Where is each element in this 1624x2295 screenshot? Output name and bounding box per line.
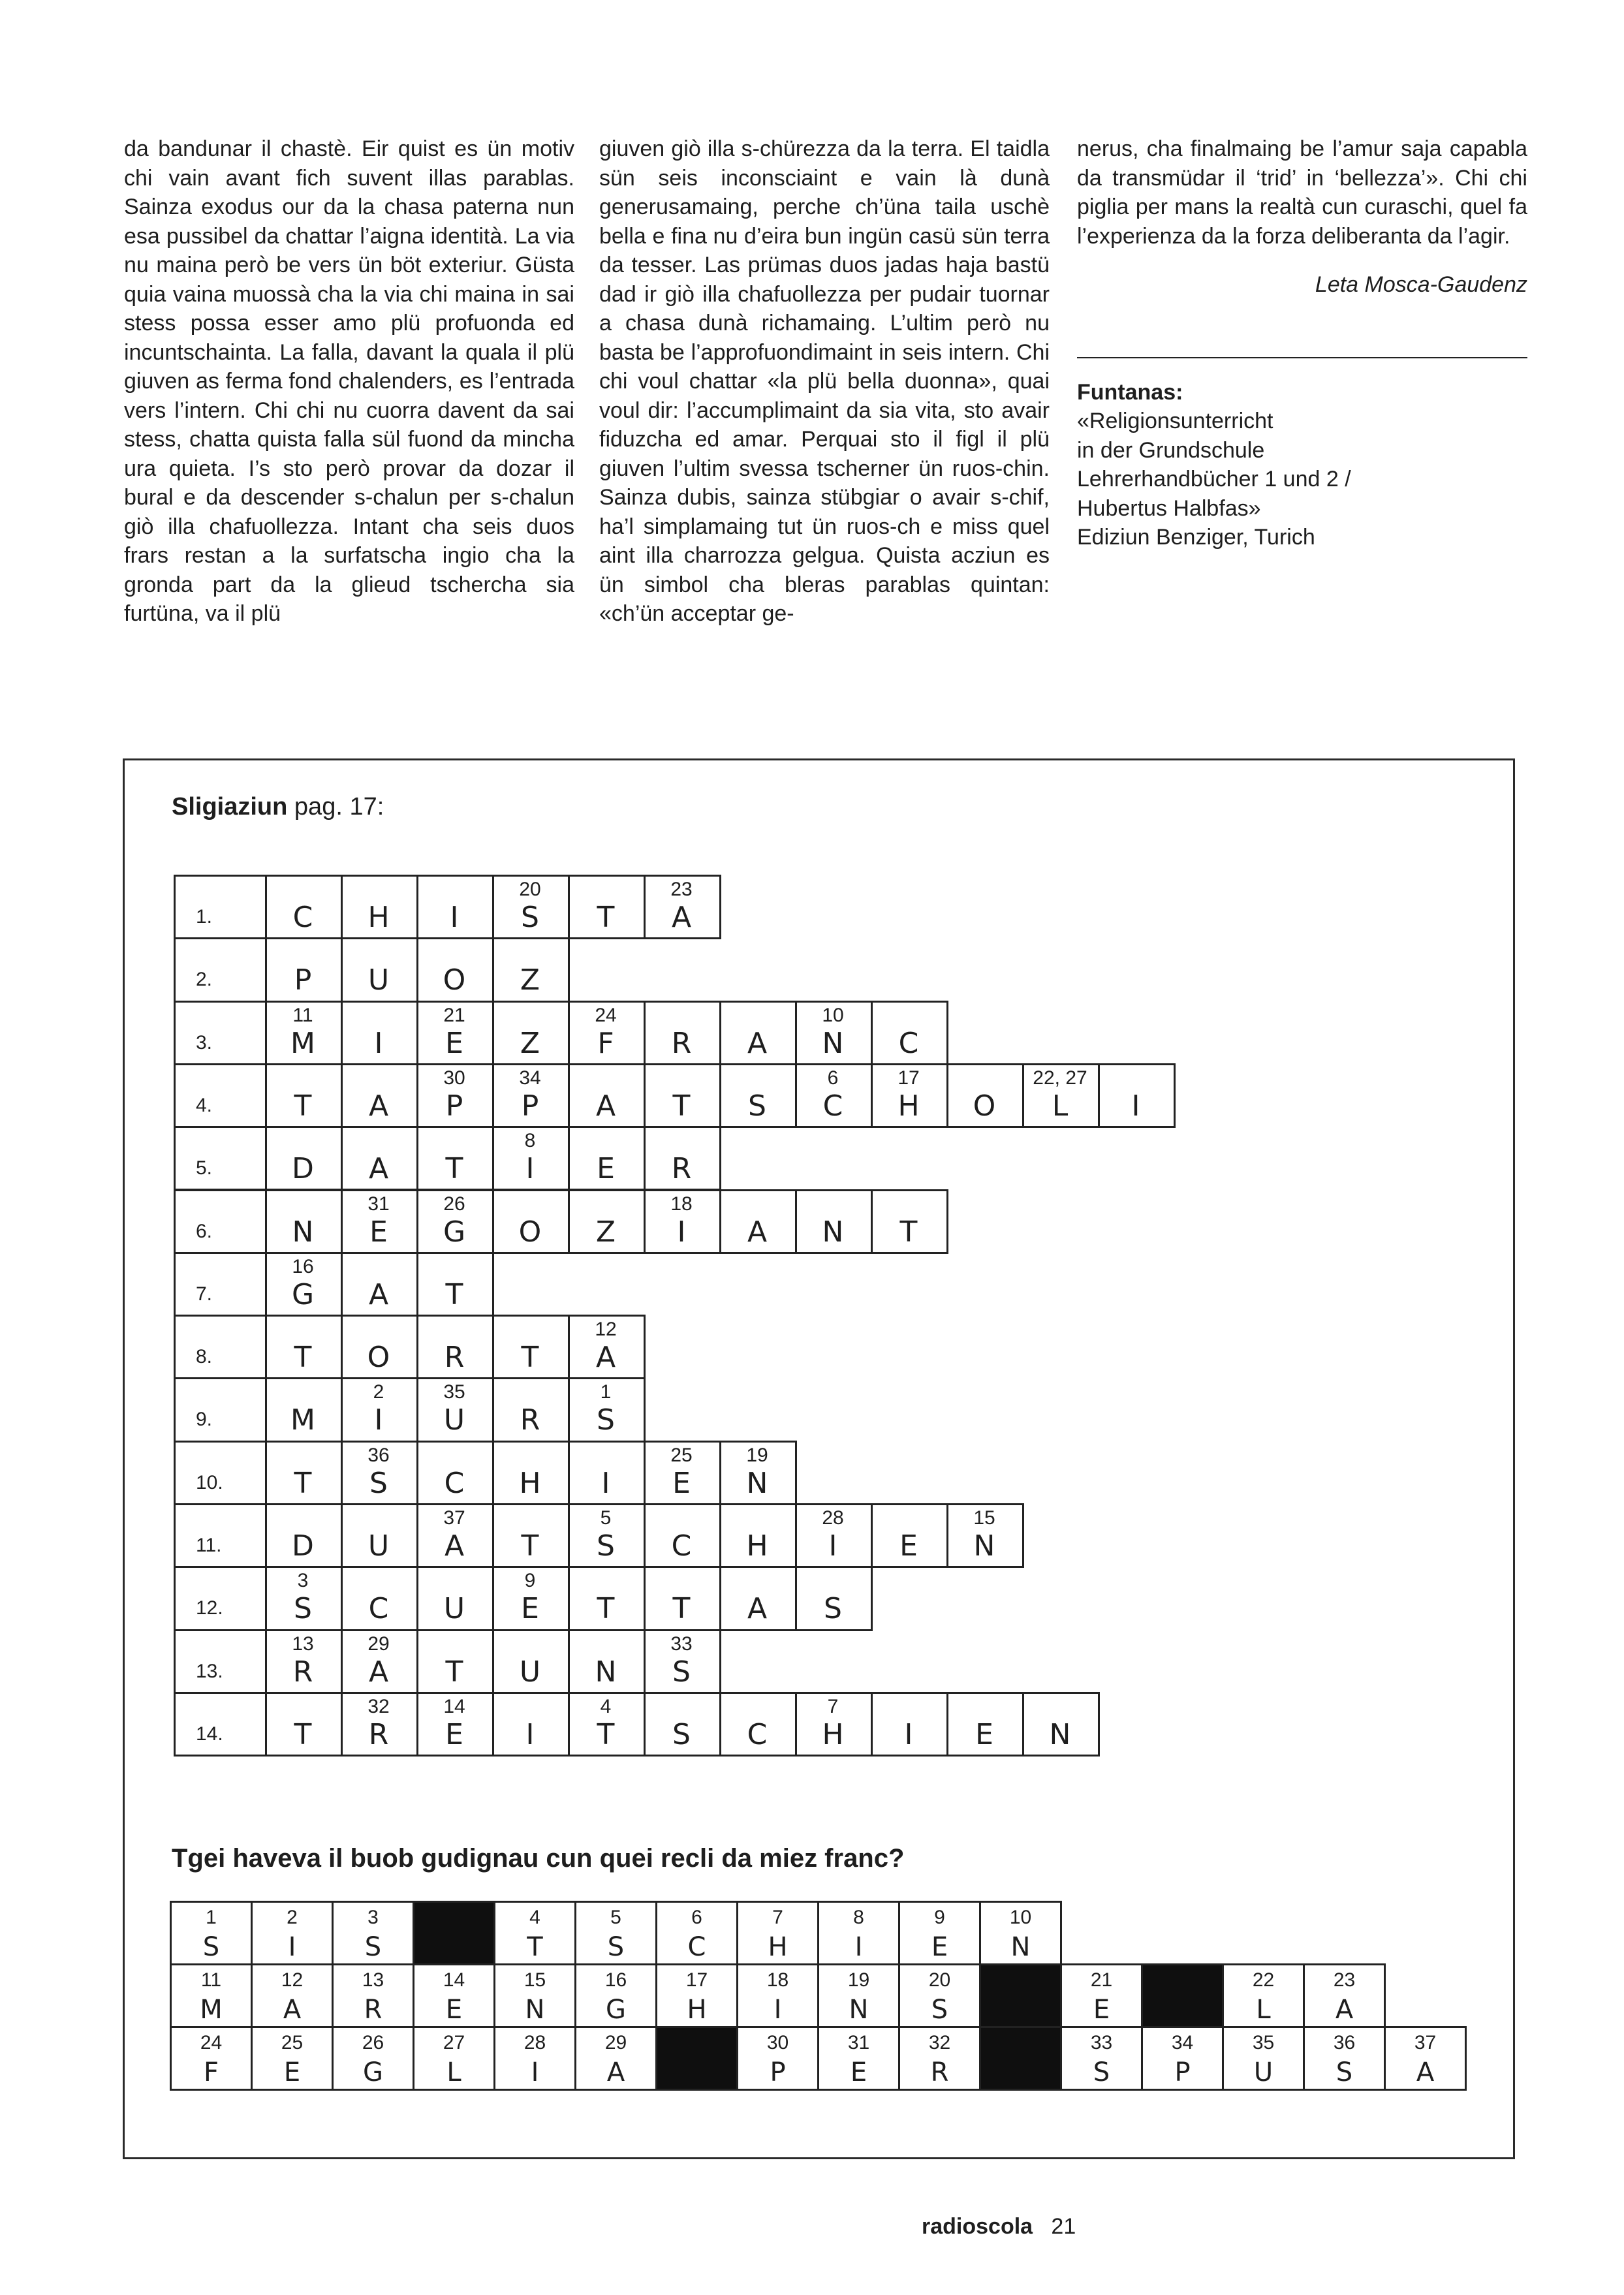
source-line: «Religionsunterricht xyxy=(1077,409,1273,433)
answer-cell xyxy=(493,1963,576,2028)
cell-letter: T xyxy=(521,1529,539,1563)
cell-number: 24 xyxy=(595,1004,617,1026)
cell-number: 13 xyxy=(362,1969,384,1991)
cell-letter: T xyxy=(445,1152,463,1186)
cell-letter: I xyxy=(828,1529,837,1563)
cell-letter: C xyxy=(687,1932,706,1962)
cell-letter: A xyxy=(368,1089,389,1123)
cell-letter: S xyxy=(748,1089,766,1123)
cell-number: 14 xyxy=(443,1969,465,1991)
article-paragraph: da bandunar il chastè. Eir quist es ün motiv chi vain avant fich suvent illas parablas. Sainza exodus our da la chasa paterna nun esa pussibel da chattar l’aigna identità. La via nu maina però be vers ün böt exteriur. Güsta quia vaina muossà cha la via chi maina in sai stess possa esser amo plü profuonda ed incuntschainta. La falla, davant la quala il plü giuven as ferma fond chalenders, es l’entrada vers l’intern. Chi chi nu cuorra davent da sai stess, chatta quista falla sül fuond da mincha ura quieta. I’s sto però provar da dozar il bural e da descender s-chalun per s-chalun giò illa chafuollezza. Intant cha seis duos frars restan a la surfatscha ingio cha la gronda part da la glieud tschercha sia furtüna, va il plü xyxy=(124,136,574,626)
cell-letter: I xyxy=(773,1995,782,2025)
answer-cell xyxy=(1303,2026,1386,2091)
answer-cell xyxy=(413,1963,495,2028)
cell-letter: I xyxy=(450,901,459,934)
cell-letter: E xyxy=(597,1152,615,1186)
article-paragraph: nerus, cha finalmaing be l’amur saja capabla da transmüdar il ‘trid’ in ‘bellezza’». Chi chi piglia per mans la realtà cun curaschi, quel fa l’experienza da la forza deliberanta da l’agir. xyxy=(1077,136,1527,249)
cell-number: 15 xyxy=(523,1969,546,1991)
cell-number: 12 xyxy=(595,1319,617,1341)
cell-letter: I xyxy=(374,1026,383,1060)
cell-number: 2 xyxy=(287,1907,298,1928)
cell-letter: A xyxy=(747,1026,768,1060)
answer-cell xyxy=(817,1901,900,1965)
cell-letter: E xyxy=(1093,1995,1110,2025)
cell-number: 10 xyxy=(822,1004,844,1026)
cell-letter: Z xyxy=(520,1026,540,1060)
cell-letter: N xyxy=(292,1215,314,1249)
cell-letter: I xyxy=(525,1152,535,1186)
answer-cell xyxy=(1384,2026,1467,2091)
cell-number: 18 xyxy=(670,1193,693,1215)
cell-letter: G xyxy=(443,1215,466,1249)
cell-number: 11 xyxy=(292,1004,313,1026)
cell-letter: S xyxy=(597,1529,615,1563)
cell-number: 28 xyxy=(822,1507,844,1529)
cell-letter: A xyxy=(595,1089,616,1123)
cell-letter: T xyxy=(527,1932,543,1962)
cell-letter: A xyxy=(1335,1995,1354,2025)
cell-letter: R xyxy=(671,1152,692,1186)
cell-number: 21 xyxy=(1090,1969,1113,1991)
cell-letter: I xyxy=(601,1466,610,1500)
cell-number: 3 xyxy=(297,1570,309,1592)
cell-letter: S xyxy=(672,1655,691,1689)
cell-letter: A xyxy=(747,1592,768,1626)
answer-cell xyxy=(898,2026,981,2091)
cell-number: 16 xyxy=(292,1255,314,1277)
answer-cell xyxy=(493,1901,576,1965)
cell-letter: S xyxy=(607,1932,625,1962)
cell-letter: E xyxy=(899,1529,918,1563)
cell-number: 25 xyxy=(670,1444,693,1466)
cell-number: 30 xyxy=(443,1067,465,1089)
question-title: Tgei haveva il buob gudignau cun quei recli da miez franc? xyxy=(172,1844,905,1873)
cell-number: 37 xyxy=(1414,2032,1437,2053)
answer-cell xyxy=(251,1901,334,1965)
crossword-row-number: 3. xyxy=(196,1031,213,1054)
crossword-row-header xyxy=(174,1189,267,1254)
cell-letter: C xyxy=(671,1529,692,1563)
cell-number: 22 xyxy=(1252,1969,1275,1991)
crossword-row-number: 11. xyxy=(196,1535,222,1556)
answer-cell xyxy=(1060,2026,1143,2091)
cell-number: 33 xyxy=(670,1632,693,1655)
cell-number: 11 xyxy=(200,1969,222,1991)
cell-letter: U xyxy=(519,1655,541,1689)
cell-letter: D xyxy=(292,1529,314,1563)
cell-number: 37 xyxy=(443,1507,465,1529)
cell-letter: S xyxy=(202,1932,220,1962)
cell-number: 3 xyxy=(367,1907,379,1928)
cell-letter: A xyxy=(368,1277,389,1311)
cell-letter: N xyxy=(849,1995,869,2025)
cell-letter: S xyxy=(672,1717,691,1751)
cell-number: 29 xyxy=(604,2032,627,2053)
cell-letter: G xyxy=(363,2057,383,2087)
answer-cell xyxy=(332,2026,414,2091)
cell-letter: F xyxy=(597,1026,614,1060)
cell-number: 26 xyxy=(443,1193,465,1215)
cell-letter: I xyxy=(374,1403,383,1437)
cell-letter: S xyxy=(294,1592,312,1626)
cell-letter: O xyxy=(518,1215,542,1249)
answer-cell xyxy=(574,1963,657,2028)
answer-cell xyxy=(736,1963,819,2028)
crossword-row-number: 9. xyxy=(196,1409,213,1431)
cell-number: 36 xyxy=(367,1444,390,1466)
answer-cell xyxy=(170,2026,253,2091)
sources-heading: Funtanas: xyxy=(1077,379,1183,405)
cell-letter: H xyxy=(687,1995,707,2025)
cell-letter: R xyxy=(444,1341,465,1375)
cell-number: 29 xyxy=(367,1632,390,1655)
cell-letter: P xyxy=(294,963,312,997)
cell-letter: E xyxy=(521,1592,539,1626)
cell-number: 10 xyxy=(1009,1907,1032,1928)
cell-letter: C xyxy=(292,901,313,934)
crossword-row-header xyxy=(174,1001,267,1065)
cell-letter: F xyxy=(203,2057,219,2087)
cell-letter: D xyxy=(292,1152,314,1186)
cell-number: 13 xyxy=(292,1632,314,1655)
cell-letter: N xyxy=(525,1995,545,2025)
cell-letter: S xyxy=(521,901,539,934)
cell-letter: T xyxy=(294,1089,312,1123)
crossword-row-number: 5. xyxy=(196,1157,213,1179)
cell-letter: A xyxy=(747,1215,768,1249)
crossword-row-number: 2. xyxy=(196,969,213,991)
cell-letter: Z xyxy=(595,1215,616,1249)
crossword-row-number: 8. xyxy=(196,1346,213,1368)
cell-number: 32 xyxy=(928,2032,951,2053)
answer-cell xyxy=(817,1963,900,2028)
cell-letter: C xyxy=(822,1089,843,1123)
cell-letter: C xyxy=(368,1592,389,1626)
cell-letter: T xyxy=(672,1592,691,1626)
cell-number: 31 xyxy=(367,1193,390,1215)
cell-number: 34 xyxy=(519,1067,541,1089)
cell-number: 4 xyxy=(600,1695,612,1717)
cell-letter: U xyxy=(443,1403,465,1437)
cell-letter: T xyxy=(294,1717,312,1751)
solution-label: Sligiaziun xyxy=(172,793,288,820)
cell-letter: C xyxy=(444,1466,465,1500)
cell-letter: R xyxy=(368,1717,389,1751)
answer-cell xyxy=(898,1901,981,1965)
cell-letter: G xyxy=(606,1995,626,2025)
cell-letter: M xyxy=(290,1026,315,1060)
cell-number: 26 xyxy=(362,2032,384,2053)
blocked-cell xyxy=(655,2026,738,2091)
cell-number: 9 xyxy=(934,1907,945,1928)
cell-letter: P xyxy=(770,2057,786,2087)
answer-cell xyxy=(493,2026,576,2091)
cell-letter: G xyxy=(291,1277,315,1311)
cell-letter: S xyxy=(824,1592,842,1626)
cell-letter: M xyxy=(200,1995,223,2025)
cell-letter: E xyxy=(445,1995,463,2025)
cell-letter: S xyxy=(1093,2057,1110,2087)
cell-letter: A xyxy=(595,1341,616,1375)
cell-number: 2 xyxy=(373,1381,384,1403)
cell-letter: R xyxy=(364,1995,383,2025)
answer-cell xyxy=(574,1901,657,1965)
cell-letter: H xyxy=(367,901,390,934)
cell-letter: O xyxy=(973,1089,996,1123)
cell-letter: A xyxy=(368,1152,389,1186)
cell-number: 6 xyxy=(827,1067,839,1089)
cell-number: 7 xyxy=(772,1907,783,1928)
answer-cell xyxy=(574,2026,657,2091)
crossword-row-header xyxy=(174,937,267,1002)
cell-letter: T xyxy=(294,1341,312,1375)
blocked-cell xyxy=(1141,1963,1224,2028)
cell-letter: S xyxy=(1335,2057,1353,2087)
page-footer xyxy=(922,2214,1076,2240)
crossword-row-number: 1. xyxy=(196,906,213,928)
crossword-row-number: 7. xyxy=(196,1283,213,1305)
answer-cell xyxy=(1060,1963,1143,2028)
blocked-cell xyxy=(979,2026,1062,2091)
cell-letter: I xyxy=(1131,1089,1140,1123)
crossword-row-number: 12. xyxy=(196,1597,223,1619)
cell-letter: O xyxy=(443,963,466,997)
answer-cell xyxy=(655,1963,738,2028)
answer-cell xyxy=(251,1963,334,2028)
cell-letter: L xyxy=(1256,1995,1271,2025)
cell-letter: T xyxy=(597,901,615,934)
cell-number: 27 xyxy=(443,2032,465,2053)
cell-letter: H xyxy=(746,1529,768,1563)
crossword-row-header xyxy=(174,1315,267,1379)
cell-letter: P xyxy=(445,1089,463,1123)
cell-number: 20 xyxy=(928,1969,951,1991)
cell-letter: T xyxy=(672,1089,691,1123)
solution-title xyxy=(172,793,384,821)
author-name: Leta Mosca-Gaudenz xyxy=(1315,272,1527,297)
cell-letter: E xyxy=(445,1717,463,1751)
cell-number: 7 xyxy=(827,1695,839,1717)
cell-letter: R xyxy=(930,2057,949,2087)
cell-number: 23 xyxy=(670,879,693,900)
cell-number: 1 xyxy=(600,1381,612,1403)
cell-letter: N xyxy=(746,1466,768,1500)
answer-cell xyxy=(817,2026,900,2091)
cell-number: 21 xyxy=(443,1004,465,1026)
cell-letter: I xyxy=(854,1932,863,1962)
crossword-row-number: 6. xyxy=(196,1220,213,1242)
cell-letter: N xyxy=(1010,1932,1031,1962)
crossword-row-header xyxy=(174,1377,267,1442)
cell-letter: E xyxy=(672,1466,691,1500)
cell-number: 17 xyxy=(685,1969,708,1991)
cell-number: 34 xyxy=(1171,2032,1194,2053)
answer-cell xyxy=(1303,1963,1386,2028)
answer-cell xyxy=(979,1901,1062,1965)
cell-number: 16 xyxy=(604,1969,627,1991)
cell-number: 35 xyxy=(1252,2032,1275,2053)
cell-letter: P xyxy=(521,1089,539,1123)
cell-letter: I xyxy=(525,1717,535,1751)
cell-letter: R xyxy=(520,1403,540,1437)
cell-letter: A xyxy=(368,1655,389,1689)
crossword-row-number: 14. xyxy=(196,1723,223,1745)
cell-letter: E xyxy=(975,1717,993,1751)
cell-letter: N xyxy=(822,1215,844,1249)
cell-number: 8 xyxy=(853,1907,864,1928)
crossword-row-header xyxy=(174,1126,267,1191)
cell-letter: R xyxy=(671,1026,692,1060)
cell-letter: U xyxy=(367,1529,390,1563)
cell-number: 36 xyxy=(1333,2032,1356,2053)
cell-letter: S xyxy=(364,1932,382,1962)
cell-letter: N xyxy=(973,1529,995,1563)
crossword-row-header xyxy=(174,1252,267,1317)
cell-number: 28 xyxy=(523,2032,546,2053)
cell-number: 1 xyxy=(206,1907,217,1928)
cell-number: 20 xyxy=(519,879,541,900)
cell-letter: A xyxy=(444,1529,465,1563)
answer-cell xyxy=(332,1901,414,1965)
cell-number: 6 xyxy=(691,1907,702,1928)
cell-number: 25 xyxy=(281,2032,304,2053)
cell-letter: I xyxy=(677,1215,686,1249)
answer-cell xyxy=(170,1963,253,2028)
cell-letter: H xyxy=(768,1932,788,1962)
answer-cell xyxy=(898,1963,981,2028)
cell-letter: H xyxy=(822,1717,844,1751)
cell-number: 14 xyxy=(443,1695,465,1717)
cell-number: 15 xyxy=(973,1507,995,1529)
answer-cell xyxy=(1141,2026,1224,2091)
cell-letter: A xyxy=(606,2057,625,2087)
article-paragraph: giuven giò illa s-chürezza da la terra. El taidla sün seis inconsciaint e vain là dunà generusamaing, perche ch’üna taila uschè bella e fina nu d’eira bun ingün casü sün terra da tesser. Las prümas duos jadas haja bastü dad ir giò illa chafuollezza per pudair tuornar a chasa dunà richamaing. L’ultim però nu basta be l’approfuondimaint in seis intern. Chi chi voul chattar «la plü bella duonna», quai voul dir: l’accumplimaint da sia vita, sto avair fiduzcha ed amar. Perquai sto il figl il plü giuven l’ultim svessa tscherner ün ruos-chin. Sainza dubis, sainza stübgiar o avair s-chif, ha’l simplamaing tut ün ruos-ch e miss quel aint illa charrozza gelgua. Quista acziun es ün simbol cha bleras parablas quintan: «ch’ün acceptar ge- xyxy=(599,136,1050,626)
cell-number: 12 xyxy=(281,1969,304,1991)
cell-letter: H xyxy=(519,1466,541,1500)
crossword-row-number: 10. xyxy=(196,1471,223,1493)
cell-letter: T xyxy=(597,1592,615,1626)
answer-cell xyxy=(736,1901,819,1965)
cell-number: 23 xyxy=(1333,1969,1356,1991)
cell-letter: I xyxy=(288,1932,296,1962)
cell-number: 31 xyxy=(847,2032,870,2053)
cell-letter: U xyxy=(443,1592,465,1626)
article-column-2 xyxy=(599,134,1050,629)
cell-number: 30 xyxy=(766,2032,789,2053)
source-line: Lehrerhandbücher 1 und 2 / xyxy=(1077,467,1351,492)
cell-letter: C xyxy=(898,1026,919,1060)
cell-letter: I xyxy=(531,2057,539,2087)
crossword-row-number: 13. xyxy=(196,1660,223,1682)
divider xyxy=(1077,357,1527,358)
cell-number: 8 xyxy=(524,1130,536,1152)
crossword-row-number: 4. xyxy=(196,1094,213,1116)
cell-letter: U xyxy=(367,963,390,997)
cell-letter: A xyxy=(283,1995,302,2025)
cell-letter: E xyxy=(850,2057,867,2087)
crossword-row-header xyxy=(174,875,267,939)
cell-letter: S xyxy=(931,1995,948,2025)
answer-cell xyxy=(1222,1963,1305,2028)
cell-letter: T xyxy=(445,1655,463,1689)
cell-letter: T xyxy=(899,1215,918,1249)
cell-letter: E xyxy=(445,1026,463,1060)
cell-letter: N xyxy=(595,1655,617,1689)
cell-letter: U xyxy=(1253,2057,1273,2087)
footer-brand: radioscola xyxy=(922,2214,1033,2239)
cell-number: 35 xyxy=(443,1381,465,1403)
cell-letter: N xyxy=(1049,1717,1071,1751)
cell-number: 4 xyxy=(529,1907,540,1928)
answer-cell xyxy=(251,2026,334,2091)
cell-letter: A xyxy=(1416,2057,1435,2087)
article-column-3 xyxy=(1077,134,1527,552)
answer-cell xyxy=(332,1963,414,2028)
cell-letter: T xyxy=(597,1717,615,1751)
cell-letter: Z xyxy=(520,963,540,997)
cell-letter: R xyxy=(292,1655,313,1689)
cell-number: 9 xyxy=(524,1570,536,1592)
answer-cell xyxy=(170,1901,253,1965)
cell-letter: T xyxy=(521,1341,539,1375)
solution-page-ref: pag. 17: xyxy=(294,793,384,820)
cell-letter: E xyxy=(283,2057,301,2087)
cell-letter: E xyxy=(931,1932,948,1962)
cell-letter: O xyxy=(367,1341,390,1375)
cell-letter: T xyxy=(294,1466,312,1500)
cell-number: 32 xyxy=(367,1695,390,1717)
answer-cell xyxy=(736,2026,819,2091)
cell-letter: S xyxy=(369,1466,388,1500)
cell-number: 33 xyxy=(1090,2032,1113,2053)
cell-letter: A xyxy=(671,901,692,934)
cell-letter: H xyxy=(898,1089,920,1123)
cell-number: 18 xyxy=(766,1969,789,1991)
cell-letter: E xyxy=(369,1215,388,1249)
answer-cell xyxy=(1222,2026,1305,2091)
cell-letter: I xyxy=(904,1717,913,1751)
page-number: 21 xyxy=(1051,2214,1076,2239)
cell-number: 17 xyxy=(898,1067,920,1089)
blocked-cell xyxy=(413,1901,495,1965)
source-line: in der Grundschule xyxy=(1077,437,1265,463)
source-line: Ediziun Benziger, Turich xyxy=(1077,525,1315,550)
cell-letter: S xyxy=(597,1403,615,1437)
cell-letter: C xyxy=(747,1717,768,1751)
cell-letter: P xyxy=(1174,2057,1191,2087)
cell-number: 5 xyxy=(600,1507,612,1529)
cell-letter: T xyxy=(445,1277,463,1311)
article-column-1 xyxy=(124,134,574,629)
cell-number: 24 xyxy=(200,2032,223,2053)
cell-letter: M xyxy=(290,1403,315,1437)
cell-letter: L xyxy=(1052,1089,1069,1123)
cell-letter: L xyxy=(446,2057,461,2087)
cell-number: 19 xyxy=(847,1969,870,1991)
answer-cell xyxy=(413,2026,495,2091)
source-line: Hubertus Halbfas» xyxy=(1077,495,1261,521)
cell-letter: N xyxy=(822,1026,844,1060)
cell-number: 5 xyxy=(610,1907,621,1928)
crossword-row-header xyxy=(174,1063,267,1128)
cell-number: 22, 27 xyxy=(1033,1067,1087,1089)
answer-cell xyxy=(655,1901,738,1965)
cell-number: 19 xyxy=(746,1444,768,1466)
blocked-cell xyxy=(979,1963,1062,2028)
